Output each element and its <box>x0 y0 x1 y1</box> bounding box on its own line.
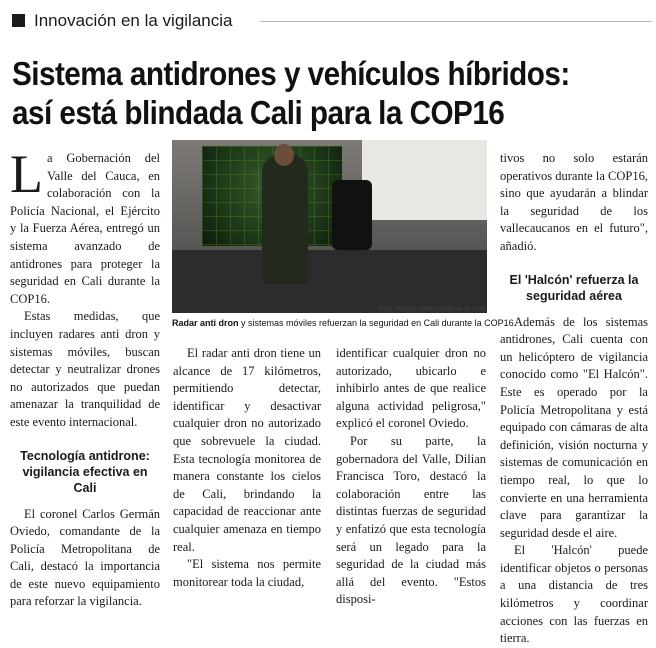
headline-line-2: así está blindada Cali para la COP16 <box>12 94 505 131</box>
col1-paragraph-3: El coronel Carlos Germán Oviedo, comandante de la Policía Metropolitana de Cali, destacó la importancia de este nuevo equipamiento para reforzar la vigilancia. <box>10 506 160 609</box>
col4-subhead: El 'Halcón' refuerza la seguridad aérea <box>509 272 639 303</box>
photo-caption <box>172 318 517 329</box>
section-header <box>10 11 650 31</box>
photo-credit: Foto: Policía Metropolitana de Cali <box>378 306 485 313</box>
col4-paragraph-3: El 'Halcón' puede identificar objetos o personas a una distancia de tres kilómetros y coordinar acciones con las fuerzas en tierra. <box>500 543 648 646</box>
column-2 <box>173 345 321 591</box>
article-photo <box>172 140 487 313</box>
photo-window <box>362 140 487 220</box>
photo-antidrone-device <box>332 180 372 250</box>
col1-subhead: Tecnología antidrone: vigilancia efectiva en Cali <box>20 448 150 495</box>
col2-paragraph-2: "El sistema nos permite monitorear toda la ciudad, <box>173 557 321 589</box>
headline <box>12 54 588 132</box>
column-3 <box>336 345 486 609</box>
headline-line-1: Sistema antidrones y vehículos híbridos: <box>12 55 570 92</box>
section-rule <box>260 21 652 22</box>
photo-caption-bold: Radar anti dron <box>172 318 239 328</box>
col1-paragraph-1: a Gobernación del Valle del Cauca, en colaboración con la Policía Nacional, el Ejército y la Fuerza Aérea, entregó un sistema avanzado de antidrones para proteger la seguridad en Cali durante la COP16. <box>10 151 160 306</box>
photo-officer <box>262 154 308 284</box>
col1-paragraph-2: Estas medidas, que incluyen radares anti dron y sistemas móviles, buscan detectar y neutralizar drones no autorizados que puedan amenazar la tranquilidad de este evento internacional. <box>10 309 160 429</box>
photo-caption-rest: y sistemas móviles refuerzan la seguridad en Cali durante la COP16. <box>238 318 517 328</box>
drop-cap: L <box>10 144 43 204</box>
col3-paragraph-2: Por su parte, la gobernadora del Valle, Dilian Francisca Toro, destacó la colaboración entre las distintas fuerzas de seguridad y enfatizó que esta tecnología será un legado para la seguridad de la ciudad más allá del evento. "Estos disposi- <box>336 433 486 607</box>
photo-officer-head <box>274 144 294 166</box>
col4-paragraph-1: tivos no solo estarán operativos durante la COP16, sino que ayudarán a blindar la seguridad de los vallecaucanos en el futuro", añadió. <box>500 151 648 253</box>
col2-paragraph-1: El radar anti dron tiene un alcance de 17 kilómetros, permitiendo detectar, identificar y desactivar cualquier dron no autorizado que sobrevuele la ciudad. Esta tecnología monitorea de manera constante los cielos de Cali, brindando la capacidad de reaccionar ante cualquier amenaza en tiempo real. <box>173 346 321 554</box>
column-4 <box>500 150 648 648</box>
col3-paragraph-1: identificar cualquier dron no autorizado, ubicarlo e inhibirlo antes de que realice alguna actividad peligrosa," explicó el coronel Oviedo. <box>336 346 486 431</box>
section-label: Innovación en la vigilancia <box>34 11 233 30</box>
column-1 <box>10 144 160 611</box>
section-square-icon <box>12 14 25 27</box>
photo-table <box>172 250 487 313</box>
col4-paragraph-2: Además de los sistemas antidrones, Cali cuenta con un helicóptero de vigilancia conocido como "El Halcón". Este es operado por la Policía Metropolitana y está equipado con cámaras de alta definición, visión nocturna y sistemas de comunicación en tiempo real, lo que lo convierte en una herramienta clave para garantizar la seguridad desde el aire. <box>500 314 648 540</box>
